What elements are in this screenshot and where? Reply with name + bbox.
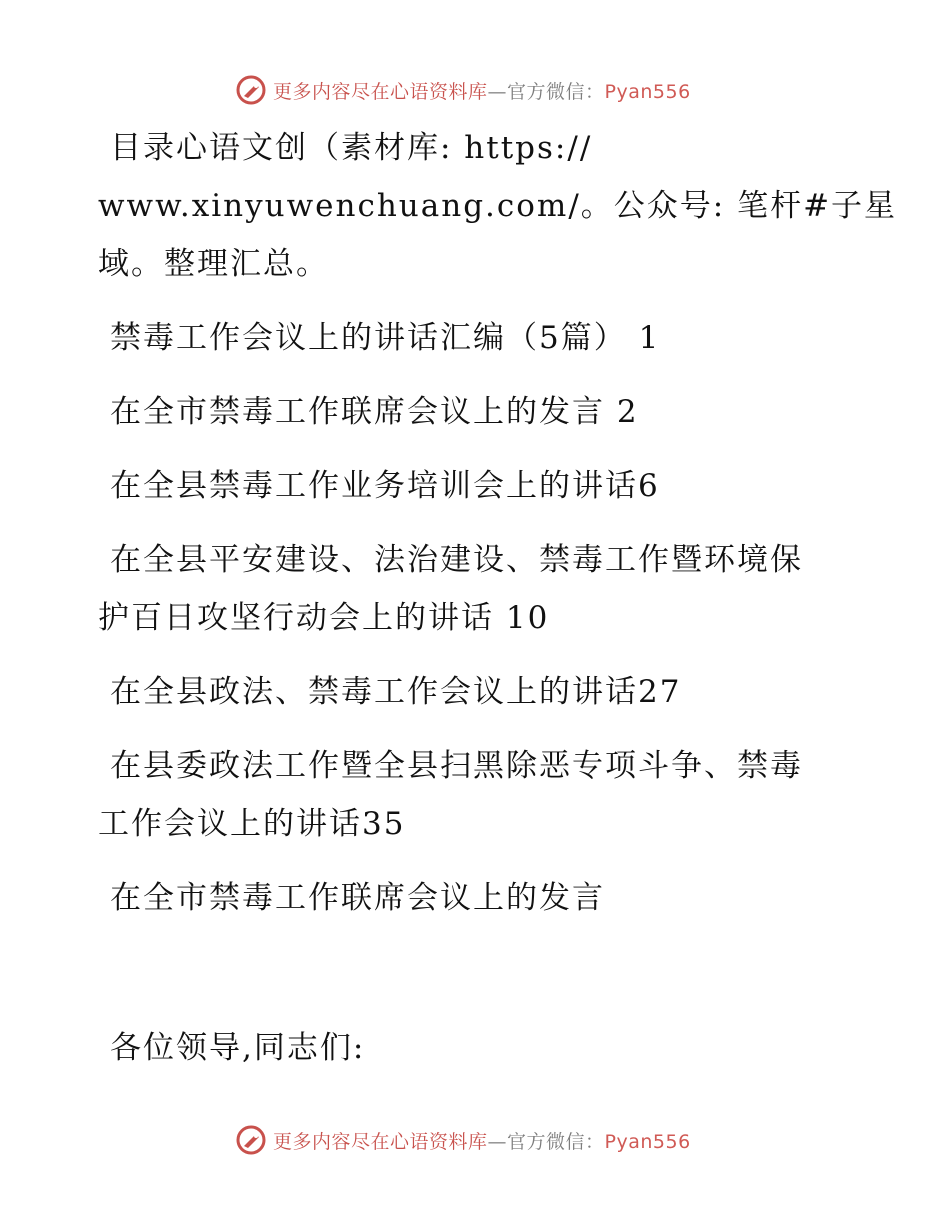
watermark-label: 官方微信： — [507, 80, 605, 103]
intro-line-1: 目录心语文创（素材库: https:// — [110, 130, 593, 166]
toc-item-3: 在全县禁毒工作业务培训会上的讲话6 — [110, 468, 660, 504]
section-title: 在全市禁毒工作联席会议上的发言 — [110, 880, 605, 916]
header-watermark — [235, 72, 691, 108]
watermark-separator: — — [487, 1130, 508, 1153]
toc-item-4-line-1: 在全县平安建设、法治建设、禁毒工作暨环境保 — [110, 542, 803, 578]
toc-item-1: 禁毒工作会议上的讲话汇编（5篇） 1 — [110, 320, 661, 356]
pen-nib-circle-icon — [235, 74, 267, 106]
watermark-brand: 更多内容尽在心语资料库 — [273, 1130, 488, 1153]
toc-item-5: 在全县政法、禁毒工作会议上的讲话27 — [110, 674, 682, 710]
toc-item-6-line-2: 工作会议上的讲话35 — [98, 806, 406, 842]
salutation: 各位领导,同志们: — [110, 1030, 366, 1066]
watermark-separator: — — [487, 80, 508, 103]
footer-watermark — [235, 1122, 691, 1158]
watermark-account: Pyan556 — [604, 80, 691, 103]
watermark-brand: 更多内容尽在心语资料库 — [273, 80, 488, 103]
toc-item-2: 在全市禁毒工作联席会议上的发言 2 — [110, 394, 639, 430]
intro-line-2: www.xinyuwenchuang.com/。公众号: 笔杆#子星 — [98, 188, 898, 224]
watermark-account: Pyan556 — [604, 1130, 691, 1153]
toc-item-4-line-2: 护百日攻坚行动会上的讲话 10 — [98, 600, 550, 636]
watermark-label: 官方微信： — [507, 1130, 605, 1153]
pen-nib-circle-icon — [235, 1124, 267, 1156]
toc-item-6-line-1: 在县委政法工作暨全县扫黑除恶专项斗争、禁毒 — [110, 748, 803, 784]
intro-line-3: 域。整理汇总。 — [98, 246, 329, 282]
